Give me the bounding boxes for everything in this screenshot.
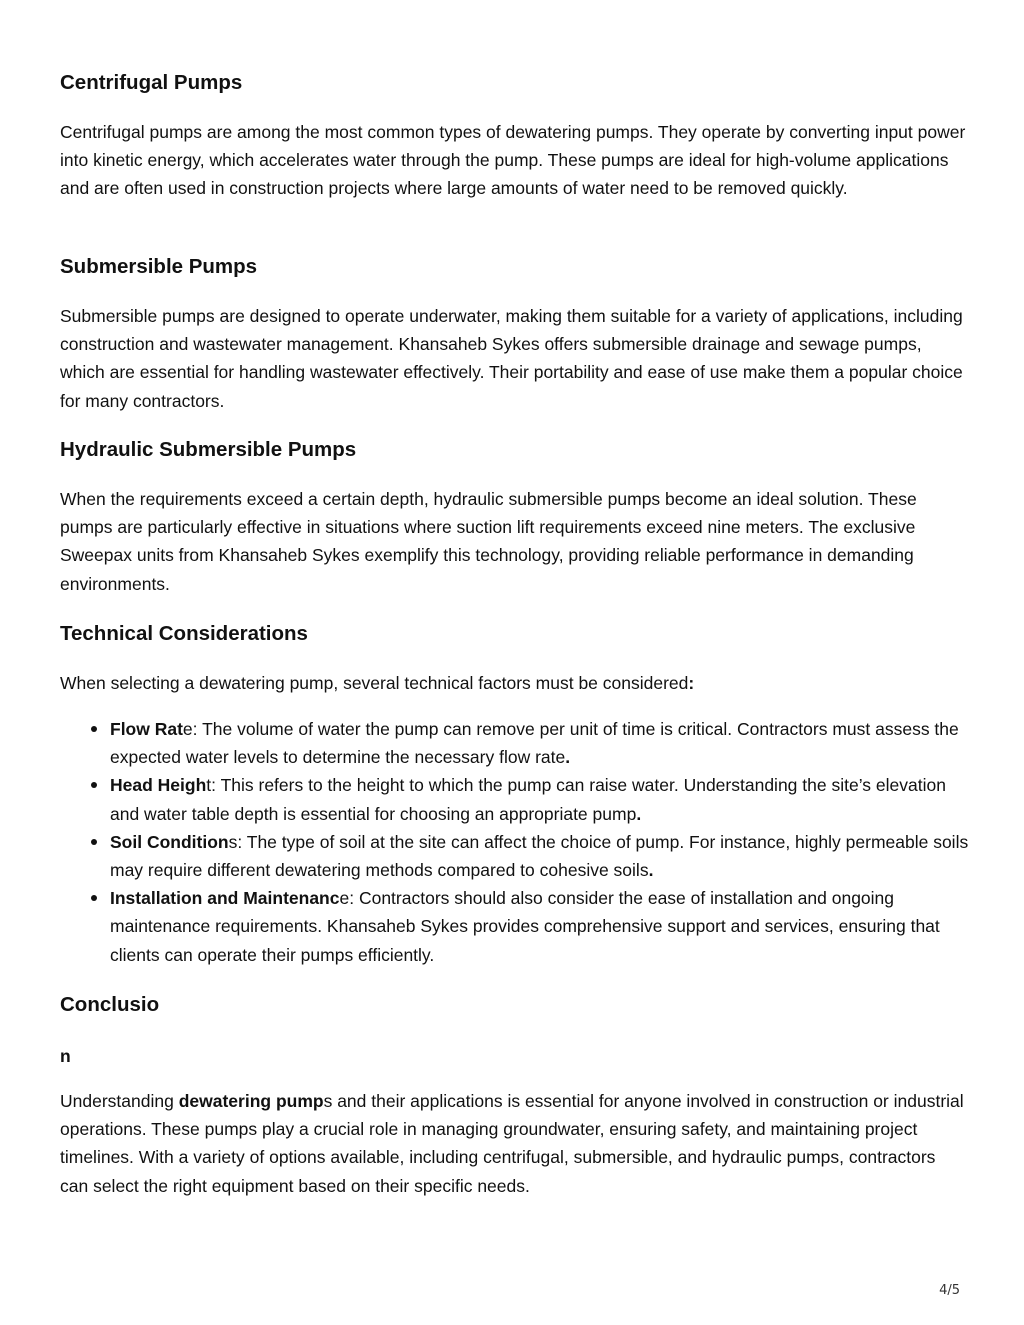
- heading-hydraulic-submersible-pumps: Hydraulic Submersible Pumps: [60, 438, 357, 461]
- list-item-text: : Contractors should also consider the ease of installation and ongoing maintenance requirements. Khansaheb Sykes provides comprehensive support and services, ensuring that clients can operate their pumps efficiently.: [110, 888, 940, 965]
- conclusion-text: s and their applications is essential for anyone involved in construction or industrial operations. These pumps play a crucial role in managing groundwater, ensuring safety, and maintaining project timelines. With a variety of options available, including centrifugal, submersible, and hydraulic pumps, contractors can select the right equipment based on their specific needs.: [60, 1091, 964, 1196]
- list-item-term: Head Heigh: [110, 775, 207, 796]
- list-item-soil-conditions: [60, 828, 970, 884]
- conclusion-bold-term: dewatering pump: [178, 1091, 324, 1111]
- list-item-flow-rate: [60, 715, 970, 771]
- list-item-end: .: [648, 860, 654, 881]
- paragraph-conclusion: [60, 1087, 968, 1200]
- heading-submersible-pumps: Submersible Pumps: [60, 255, 258, 278]
- page-number: 4/5: [939, 1283, 960, 1298]
- heading-technical-considerations: Technical Considerations: [60, 622, 308, 645]
- list-item-end: .: [565, 747, 571, 768]
- paragraph-technical-intro: [60, 669, 968, 697]
- conclusion-lead: Understanding: [60, 1091, 179, 1111]
- list-item-head-height: [60, 771, 970, 827]
- technical-intro-colon: :: [688, 673, 695, 693]
- paragraph-submersible-pumps: Submersible pumps are designed to operate underwater, making them suitable for a variety of applications, including construction and wastewater management. Khansaheb Sykes offers submersible drainage and sewage pumps, which are essential for handling wastewater effectively. Their portability and ease of use make them a popular choice for many contractors.: [60, 306, 963, 411]
- list-item-term-tail: t: [206, 775, 212, 796]
- list-item-text: : The volume of water the pump can remove per unit of time is critical. Contractors must assess the expected water levels to determine the necessary flow rate: [110, 719, 959, 768]
- list-item-term: Flow Rat: [110, 719, 183, 739]
- paragraph-hydraulic-submersible-pumps: When the requirements exceed a certain depth, hydraulic submersible pumps become an ideal solution. These pumps are particularly effective in situations where suction lift requirements exceed nine meters. The exclusive Sweepax units from Khansaheb Sykes exemplify this technology, providing reliable performance in demanding environments.: [60, 489, 917, 594]
- heading-conclusion-tail: n: [60, 1046, 71, 1066]
- heading-conclusion: Conclusio: [60, 993, 160, 1016]
- list-item-term: Soil Condition: [110, 831, 229, 852]
- heading-centrifugal-pumps: Centrifugal Pumps: [60, 71, 243, 94]
- list-item-term: Installation and Maintenanc: [110, 888, 340, 909]
- paragraph-centrifugal-pumps: Centrifugal pumps are among the most common types of dewatering pumps. They operate by converting input power into kinetic energy, which accelerates water through the pump. These pumps are ideal for high-volume applications and are often used in construction projects where large amounts of water need to be removed quickly.: [60, 122, 966, 199]
- list-item-term-tail: e: [339, 888, 350, 909]
- list-item-text: : This refers to the height to which the pump can raise water. Understanding the site’s elevation and water table depth is essential for choosing an appropriate pump: [110, 775, 946, 824]
- technical-factors-list: [60, 715, 970, 969]
- list-item-installation-maintenance: [60, 884, 970, 969]
- list-item-text: : The type of soil at the site can affect the choice of pump. For instance, highly permeable soils may require different dewatering methods compared to cohesive soils: [110, 831, 969, 881]
- technical-intro-text: When selecting a dewatering pump, several technical factors must be considered: [60, 673, 689, 693]
- list-item-term-tail: e: [182, 719, 193, 739]
- list-item-term-tail: s: [228, 831, 238, 852]
- list-item-end: .: [636, 803, 642, 824]
